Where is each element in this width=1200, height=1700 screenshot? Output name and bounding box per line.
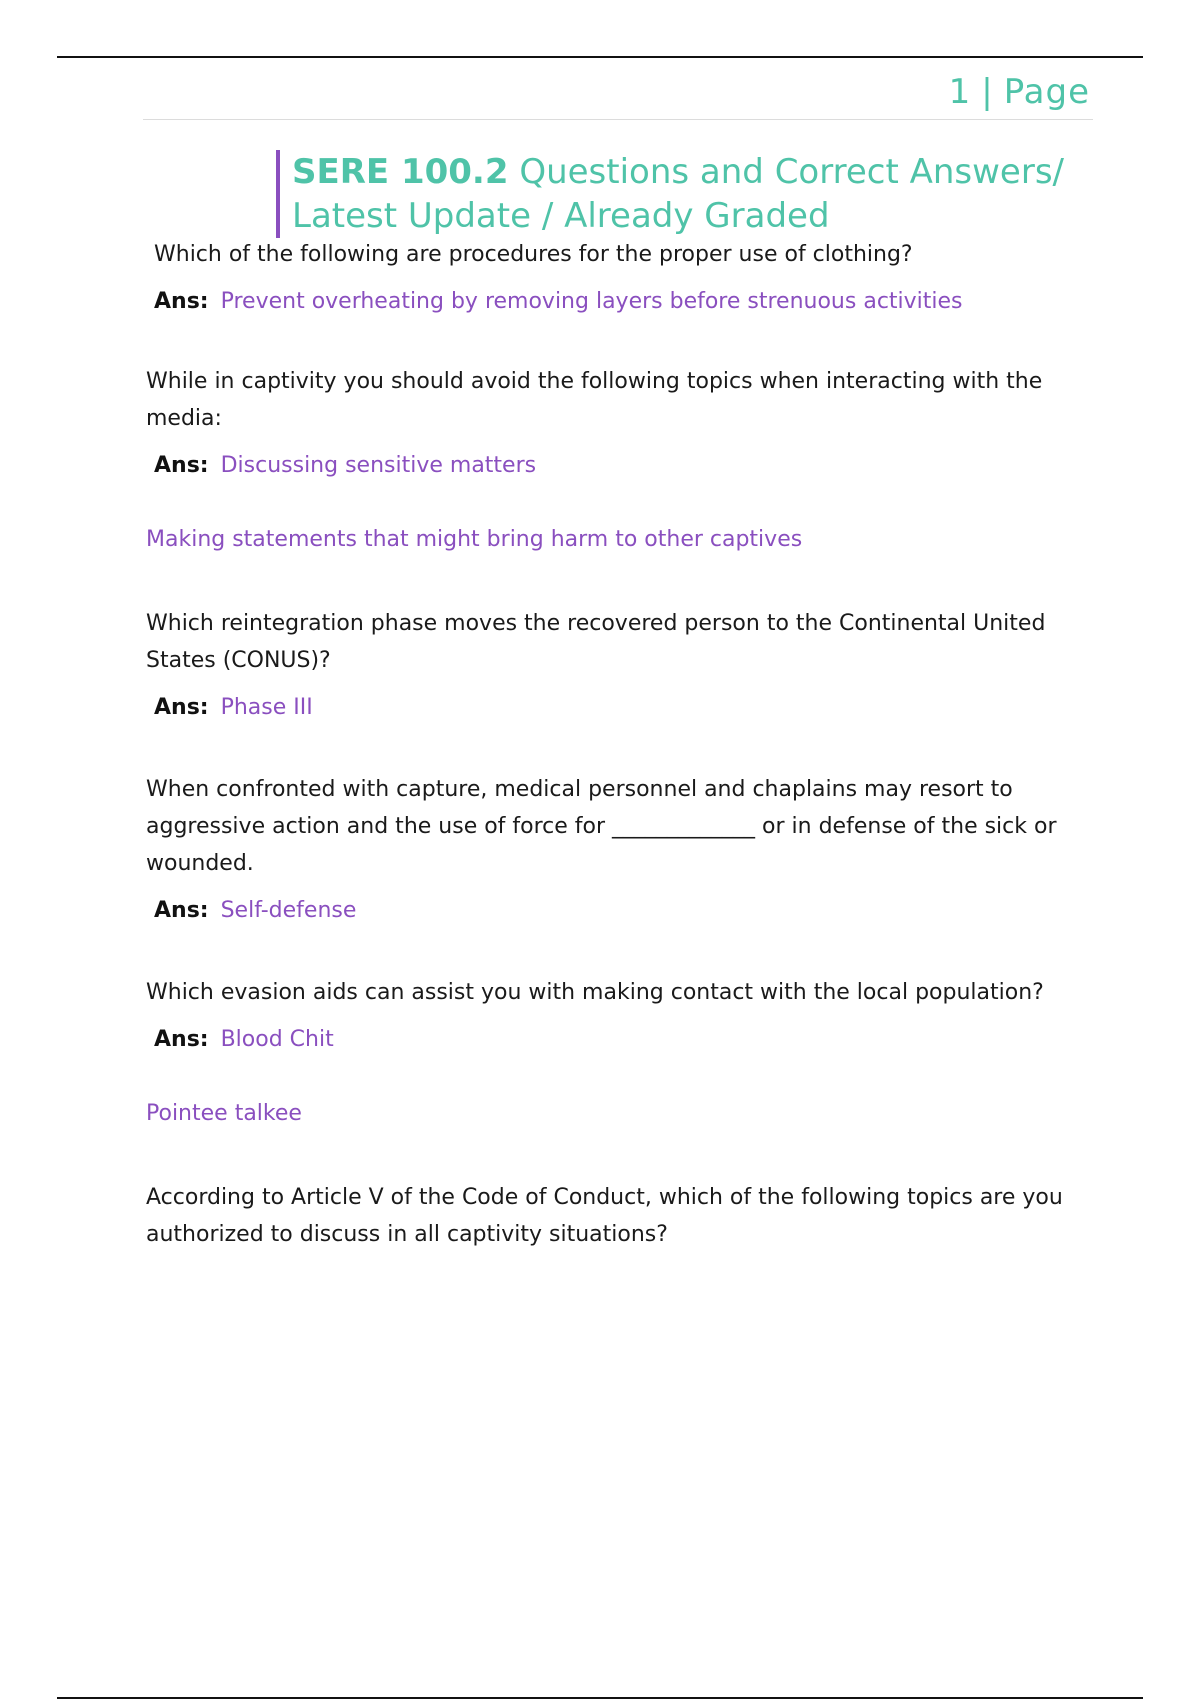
- answer-1: [146, 287, 1096, 317]
- answer-4-text: Self-defense: [220, 898, 357, 923]
- page-number-separator: |: [981, 72, 994, 112]
- page-number-value: 1: [948, 72, 972, 112]
- title-line-1: [292, 150, 1064, 194]
- qa-list: [146, 236, 1096, 1253]
- answer-label: Ans:: [154, 453, 209, 478]
- top-rule: [57, 56, 1143, 58]
- answer-1-text: Prevent overheating by removing layers before strenuous activities: [220, 289, 963, 314]
- title-line-1-rest: Questions and Correct Answers/: [519, 152, 1064, 192]
- title-line-2: Latest Update / Already Graded: [292, 196, 830, 236]
- title-course-code: SERE 100.2: [292, 152, 509, 192]
- bottom-rule: [57, 1697, 1143, 1699]
- question-6: According to Article V of the Code of Conduct, which of the following topics are you authorized to discuss in all captivity situations?: [146, 1185, 1063, 1247]
- answer-2-text: Discussing sensitive matters: [220, 453, 537, 478]
- page-label: Page: [1003, 72, 1090, 112]
- answer-4: [146, 896, 1096, 926]
- question-5: Which evasion aids can assist you with making contact with the local population?: [146, 980, 1044, 1005]
- document-title: [276, 150, 1064, 238]
- question-2: While in captivity you should avoid the following topics when interacting with the media:: [146, 369, 1043, 431]
- question-3: Which reintegration phase moves the recovered person to the Continental United States (CONUS)?: [146, 611, 1046, 673]
- answer-5-extra: Pointee talkee: [146, 1101, 302, 1126]
- answer-label: Ans:: [154, 898, 209, 923]
- answer-label: Ans:: [154, 289, 209, 314]
- answer-label: Ans:: [154, 695, 209, 720]
- answer-3-text: Phase III: [220, 695, 313, 720]
- answer-5: [146, 1025, 1096, 1055]
- answer-5-text: Blood Chit: [220, 1027, 334, 1052]
- answer-2-extra: Making statements that might bring harm to other captives: [146, 527, 803, 552]
- question-1: Which of the following are procedures for the proper use of clothing?: [154, 242, 913, 267]
- question-4: When confronted with capture, medical personnel and chaplains may resort to aggressive action and the use of force for _____________ or in defense of the sick or wounded.: [146, 777, 1057, 876]
- answer-3: [146, 693, 1096, 723]
- header-rule: [143, 119, 1093, 120]
- answer-2: [146, 451, 1096, 481]
- answer-label: Ans:: [154, 1027, 209, 1052]
- page-number: [949, 72, 1090, 112]
